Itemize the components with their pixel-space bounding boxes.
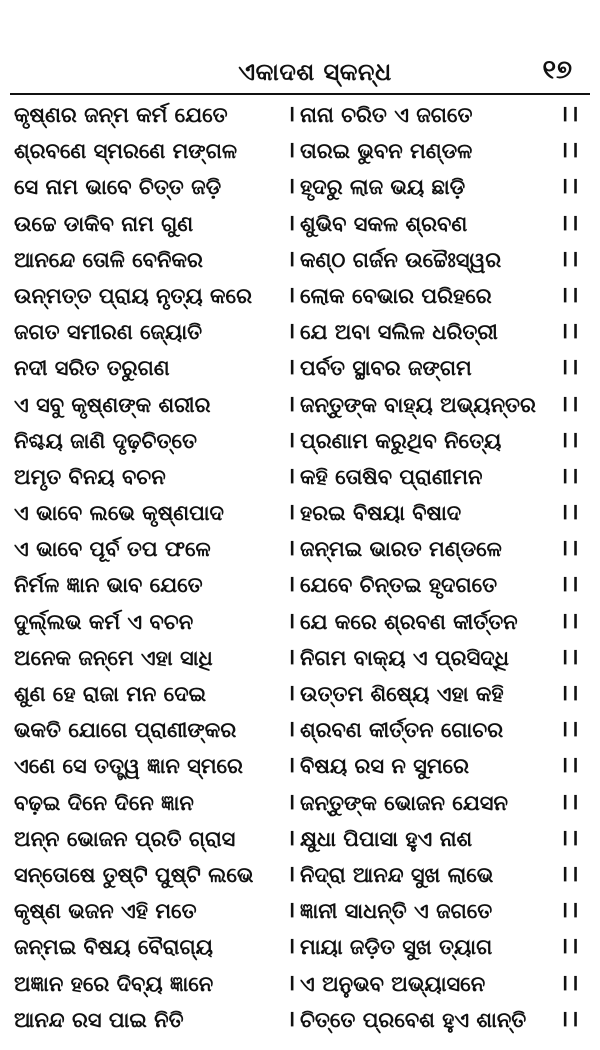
verse-separator: ।: [287, 174, 296, 200]
verse-separator: ।: [287, 898, 296, 924]
verse-second-half: ଯେ ଅବା ସଲିଳ ଧରିତ୍ରୀ: [300, 320, 498, 345]
verse-first-half: ଉନ୍ମତ୍ତ ପ୍ରାୟ ନୃତ୍ୟ କରେ: [14, 283, 253, 308]
verse-second-half: ଏ ଅନୁଭବ ଅଭ୍ୟାସନେ: [300, 971, 486, 996]
verse-first-half: ନଦୀ ସରିତ ତରୁଗଣ: [14, 356, 170, 381]
verse-first-half: ଜଗତ ସମୀରଣ ଜ୍ୟୋତି: [14, 320, 203, 345]
verse-end-mark: ।।: [560, 934, 581, 960]
verse-second-half: ଶୁଭିବ ସକଳ ଶ୍ରବଣ: [300, 211, 468, 236]
verse-second-half: ମାୟା ଜଡ଼ିତ ସୁଖ ତ୍ୟାଗ: [300, 935, 493, 960]
verse-separator: ।: [287, 536, 296, 562]
verse-separator: ।: [287, 644, 296, 670]
verse-first-half: ଅନେକ ଜନ୍ମେ ଏହା ସାଧି: [14, 645, 213, 670]
verse-first-half: ସେ ନାମ ଭାବେ ଚିତ୍ତ ଜଡ଼ି: [14, 175, 222, 200]
verse-line: [0, 133, 600, 169]
verse-separator: ।: [287, 717, 296, 743]
verse-second-half: ଜନ୍ମଇ ଭାରତ ମଣ୍ଡଳେ: [300, 537, 502, 562]
verse-line: [0, 495, 600, 531]
verse-separator: ।: [287, 500, 296, 526]
verse-separator: ।: [287, 391, 296, 417]
verse-separator: ।: [287, 102, 296, 127]
verse-end-mark: ।।: [560, 282, 581, 308]
verse-second-half: ଜ୍ଞାନୀ ସାଧନ୍ତି ଏ ଜଗତେ: [300, 899, 493, 924]
verse-second-half: ପର୍ବତ ସ୍ଥାବର ଜଙ୍ଗମ: [300, 356, 472, 381]
verse-line: [0, 893, 600, 929]
verse-end-mark: ।।: [560, 717, 581, 743]
verse-end-mark: ।।: [560, 391, 581, 417]
verse-end-mark: ।।: [560, 102, 581, 127]
verse-second-half: ନାନା ଚରିତ ଏ ଜଗତେ: [300, 103, 473, 127]
verse-end-mark: ।।: [560, 174, 581, 200]
verse-second-half: କଣ୍ଠ ଗର୍ଜନ ଉଚ୍ଚୈଃସ୍ୱର: [300, 247, 502, 272]
verse-second-half: ଜନ୍ତୁଙ୍କ ବାହ୍ୟ ଅଭ୍ୟନ୍ତର: [300, 392, 536, 417]
verse-second-half: ବିଷୟ ରସ ନ ସୁମରେ: [300, 754, 469, 779]
verse-first-half: ଏ ଭାବେ ପୂର୍ବ ତପ ଫଳେ: [14, 537, 211, 562]
verse-line: [0, 350, 600, 386]
verse-second-half: ଯେ କରେ ଶ୍ରବଣ କୀର୍ତ୍ତନ: [300, 609, 518, 634]
verse-second-half: ଲୋକ ବେଭାର ପରିହରେ: [300, 283, 492, 308]
chapter-title: ଏକାଦଶ ସ୍କନ୍ଧ: [238, 58, 392, 86]
verse-first-half: କୃଷ୍ଣ ଭଜନ ଏହି ମତେ: [14, 899, 197, 924]
verse-separator: ।: [287, 861, 296, 887]
verse-line: [0, 459, 600, 495]
verse-first-half: ଅମୃତ ବିନୟ ବଚନ: [14, 464, 166, 489]
verse-list: [0, 97, 600, 1038]
page-number: ୧୭: [542, 55, 572, 85]
verse-first-half: ଅନ୍ନ ଭୋଜନ ପ୍ରତି ଗ୍ରାସ: [14, 826, 236, 851]
verse-separator: ।: [287, 355, 296, 381]
verse-first-half: ଅଜ୍ଞାନ ହରେ ଦିବ୍ୟ ଜ୍ଞାନେ: [14, 971, 214, 996]
verse-separator: ।: [287, 608, 296, 634]
verse-line: [0, 242, 600, 278]
page-header: [0, 0, 600, 92]
verse-second-half: ନିଦ୍ରା ଆନନ୍ଦ ସୁଖ ଲାଭେ: [300, 862, 494, 887]
verse-second-half: କ୍ଷୁଧା ପିପାସା ହୁଏ ନାଶ: [300, 826, 473, 851]
verse-first-half: ଜନ୍ମଇ ବିଷୟ ବୈରାଗ୍ୟ: [14, 935, 213, 960]
verse-separator: ।: [287, 138, 296, 164]
verse-first-half: ଆନନ୍ଦ ରସ ପାଇ ନିତି: [14, 1007, 184, 1032]
verse-end-mark: ।।: [560, 825, 581, 851]
verse-end-mark: ।।: [560, 753, 581, 779]
verse-line: [0, 531, 600, 567]
verse-end-mark: ।।: [560, 210, 581, 236]
verse-end-mark: ।।: [560, 608, 581, 634]
verse-separator: ।: [287, 282, 296, 308]
verse-end-mark: ।।: [560, 319, 581, 345]
verse-end-mark: ।।: [560, 246, 581, 272]
verse-first-half: ଏ ଭାବେ ଲଭେ କୃଷ୍ଣପାଦ: [14, 501, 225, 526]
verse-line: [0, 785, 600, 821]
verse-separator: ।: [287, 210, 296, 236]
verse-second-half: ତାରଇ ଭୁବନ ମଣ୍ଡଳ: [300, 139, 473, 164]
verse-second-half: ଶ୍ରବଣ କୀର୍ତ୍ତନ ଗୋଚର: [300, 718, 504, 743]
verse-separator: ।: [287, 753, 296, 779]
verse-separator: ।: [287, 427, 296, 453]
verse-end-mark: ।।: [560, 644, 581, 670]
verse-line: [0, 640, 600, 676]
verse-first-half: କୃଷ୍ଣର ଜନ୍ମ କର୍ମ ଯେତେ: [14, 103, 228, 127]
verse-line: [0, 748, 600, 784]
verse-first-half: ଏଣେ ସେ ତତ୍ତ୍ୱ ଜ୍ଞାନ ସ୍ମରେ: [14, 754, 243, 779]
verse-separator: ।: [287, 789, 296, 815]
verse-separator: ।: [287, 572, 296, 598]
verse-first-half: ଆନନ୍ଦେ ତୋଳି ବେନିକର: [14, 247, 203, 272]
verse-end-mark: ।।: [560, 500, 581, 526]
verse-first-half: ଦୁର୍ଲ୍ଲଭ କର୍ମ ଏ ବଚନ: [14, 609, 194, 634]
verse-separator: ।: [287, 681, 296, 706]
verse-line: [0, 712, 600, 748]
verse-end-mark: ।।: [560, 536, 581, 562]
verse-line: [0, 929, 600, 965]
verse-first-half: ସନ୍ତୋଷେ ତୁଷ୍ଟି ପୁଷ୍ଟି ଲଭେ: [14, 862, 254, 887]
verse-separator: ।: [287, 319, 296, 345]
verse-first-half: ବଢ଼ଇ ଦିନେ ଦିନେ ଜ୍ଞାନ: [14, 790, 194, 815]
verse-end-mark: ।।: [560, 427, 581, 453]
verse-line: [0, 97, 600, 133]
verse-separator: ।: [287, 1006, 296, 1032]
verse-second-half: ଯେବେ ଚିନ୍ତଇ ହୃଦଗତେ: [300, 573, 498, 598]
verse-line: [0, 676, 600, 712]
verse-line: [0, 387, 600, 423]
verse-separator: ।: [287, 463, 296, 489]
verse-end-mark: ।।: [560, 970, 581, 996]
verse-first-half: ଶ୍ରବଣେ ସ୍ମରଣେ ମଙ୍ଗଳ: [14, 139, 237, 164]
verse-separator: ।: [287, 934, 296, 960]
verse-separator: ।: [287, 970, 296, 996]
verse-line: [0, 604, 600, 640]
verse-second-half: ପ୍ରଣାମ କରୁଥିବ ନିତ୍ୟେ: [300, 428, 502, 453]
verse-end-mark: ।।: [560, 572, 581, 598]
verse-line: [0, 206, 600, 242]
verse-line: [0, 857, 600, 893]
verse-end-mark: ।।: [560, 1006, 581, 1032]
verse-line: [0, 278, 600, 314]
verse-second-half: ହରଇ ବିଷୟା ବିଷାଦ: [300, 501, 462, 526]
verse-end-mark: ।।: [560, 898, 581, 924]
verse-second-half: ନିଗମ ବାକ୍ୟ ଏ ପ୍ରସିଦ୍ଧି: [300, 645, 509, 670]
verse-line: [0, 1002, 600, 1038]
verse-end-mark: ।।: [560, 789, 581, 815]
verse-end-mark: ।।: [560, 861, 581, 887]
verse-end-mark: ।।: [560, 463, 581, 489]
verse-end-mark: ।।: [560, 355, 581, 381]
verse-line: [0, 423, 600, 459]
verse-second-half: କହି ତୋଷିବ ପ୍ରାଣୀମନ: [300, 464, 483, 489]
verse-first-half: ଉଚ୍ଚେ ଡାକିବ ନାମ ଗୁଣ: [14, 211, 194, 236]
verse-first-half: ନିର୍ମଳ ଜ୍ଞାନ ଭାବ ଯେତେ: [14, 573, 203, 598]
verse-end-mark: ।।: [560, 681, 581, 706]
verse-separator: ।: [287, 246, 296, 272]
verse-second-half: ଚିତ୍ତେ ପ୍ରବେଶ ହୁଏ ଶାନ୍ତି: [300, 1007, 527, 1032]
verse-second-half: ହୃଦରୁ ଲାଜ ଭୟ ଛାଡ଼ି: [300, 175, 466, 200]
verse-first-half: ନିଶ୍ଚୟ ଜାଣି ଦୃଢ଼ଚିତ୍ତେ: [14, 428, 197, 453]
verse-separator: ।: [287, 825, 296, 851]
verse-first-half: ଭକତି ଯୋଗେ ପ୍ରାଣୀଙ୍କର: [14, 718, 237, 743]
verse-second-half: ଜନ୍ତୁଙ୍କ ଭୋଜନ ଯେସନ: [300, 790, 508, 815]
verse-line: [0, 169, 600, 205]
verse-second-half: ଉତ୍ତମ ଶିଷ୍ୟେ ଏହା କହି: [300, 682, 504, 706]
verse-line: [0, 966, 600, 1002]
verse-end-mark: ।।: [560, 138, 581, 164]
verse-line: [0, 314, 600, 350]
verse-line: [0, 821, 600, 857]
header-divider: [10, 93, 590, 95]
verse-first-half: ଏ ସବୁ କୃଷ୍ଣଙ୍କ ଶରୀର: [14, 392, 211, 417]
verse-line: [0, 567, 600, 603]
verse-first-half: ଶୁଣ ହେ ରାଜା ମନ ଦେଇ: [14, 682, 207, 706]
